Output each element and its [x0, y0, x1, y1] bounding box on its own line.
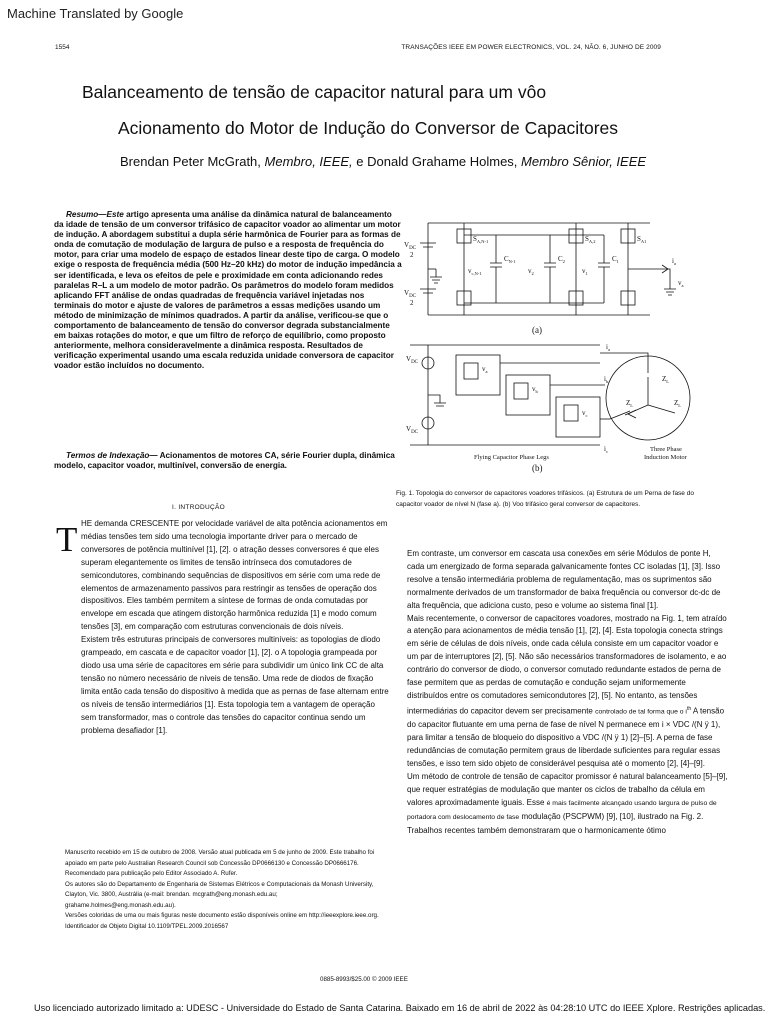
- machine-translation-banner: Machine Translated by Google: [7, 6, 184, 21]
- author-1-role: Membro, IEEE,: [264, 154, 353, 169]
- right-paragraph-3-cont: modulação (PSCPWM) [9], [10], ilustrado na Fig. 2. Trabalhos recentes também demonstraram que o harmonicamente ótimo: [407, 811, 704, 835]
- footnote-color: Versões coloridas de uma ou mais figuras neste documento estão disponíveis online em http://ieeexplore.ieee.org.: [65, 912, 379, 919]
- figure-caption: Fig. 1. Topologia do conversor de capacitores voadores trifásicos. (a) Estrutura de um Perna de fase do capacitor voador de nível N (fase a). (b) Voo trifásico geral conversor de capacitores.: [396, 490, 694, 508]
- vdc-label-top: $V_{DC}$: [404, 241, 417, 251]
- figure-1: [400, 205, 712, 480]
- th-superscript: th: [686, 705, 692, 712]
- fc-legs-label: Flying Capacitor Phase Legs: [474, 454, 549, 461]
- right-paragraph-3-small: é mais facilmente alcançado usando largura de pulso de portadora com deslocamento de fase: [407, 799, 717, 821]
- page-number: 1554: [55, 44, 70, 51]
- right-paragraph-2-small: controlado de tal forma que o i: [595, 708, 687, 716]
- intro-paragraph-1: HE demanda CRESCENTE por velocidade variável de alta potência acionamentos em médias tensões tem sido uma tecnologia importante driver para o mercado de conversores de potência multinível [1], [2]. o atração desses conversores é que eles superam elegantemente os limites de tensão intrínseca dos comutadores de semicondutores, combinando sequências de dispositivos em série com uma rede de elementos de armazenamento passivos para restringir as tensões de operação dos dispositivos. Eles também permitem a síntese de formas de onda comutadas por envelope em escada que atingem distorção harmônica reduzida [1] e modo comum tensões [3], em comparação com estruturas convencionais de dois níveis.: [81, 519, 388, 632]
- zl-label-1: $Z_L$: [662, 375, 670, 384]
- vcap-label-n1: $v_{c,N-1}$: [468, 267, 482, 276]
- vb-label-b: $v_b$: [532, 385, 538, 394]
- copyright-line: 0885-8993/$25.00 © 2009 IEEE: [320, 976, 408, 983]
- motor-label-1: Three Phase: [650, 446, 682, 453]
- vdc-label-b2: $V_{DC}$: [406, 425, 419, 435]
- subfigure-b-label: (b): [532, 463, 543, 473]
- right-paragraph-2-cont: A tensão do capacitor flutuante em uma perna de fase de nível N permanece em i × VDC /(N ÿ 1), para limitar a tensão de bloqueio do dispositivo a VDC /(N ÿ 1) [2]–[5]. A perna de fase redundâncias de comutação permitem graus de liberdade suficientes para regular essas tensões, e isso tem sido objeto de considerável pesquisa até o momento [2], [4]–[9].: [407, 706, 725, 769]
- right-column-text: [396, 548, 728, 838]
- right-paragraph-3: [396, 771, 728, 838]
- half-label-bottom: 2: [410, 299, 414, 307]
- zl-label-3: $Z_L$: [674, 399, 682, 408]
- cap-label-2: $C_2$: [558, 255, 565, 264]
- index-terms: [54, 451, 402, 472]
- footnote-manuscript: Manuscrito recebido em 15 de outubro de 2008. Versão atual publicada em 5 de junho de 2009. Este trabalho foi apoiado em parte pelo Australian Research Council sob Concessão DP0666130 e Concessão DP0666176. Recomendado para publicação pelo Editor Associado A. Rufer.: [65, 849, 375, 877]
- vdc-label-b1: $V_{DC}$: [406, 355, 419, 365]
- intro-paragraph-2: Existem três estruturas principais de conversores multiníveis: as topologias de diodo grampeado, em cascata e de capacitor voador [1], [2]. o A topologia grampeada por diodo usa uma série de capacitores em série para subdividir um único link CC de alta tensão no número necessário de níveis de tensão. Uma rede de diodos de fixação limita então cada tensão do dispositivo à medida que as pernas de fase alternam entre os níveis de tensão intermediários [1]. Esta topologia tem a vantagem de operação sem transformador, mas o controle das tensões do capacitor continua sendo um problema desafiador [1].: [81, 635, 389, 735]
- index-terms-label: Termos de Indexação—: [66, 451, 158, 460]
- switch-label-1: $S_{A,N-1}$: [473, 235, 489, 244]
- switch-label-3: $S_{A1}$: [637, 235, 647, 244]
- author-1: Brendan Peter McGrath,: [120, 154, 261, 169]
- intro-text: [54, 518, 390, 737]
- abstract: [54, 210, 402, 372]
- license-footer: Uso licenciado autorizado limitado a: UDESC - Universidade do Estado de Santa Catarina. Baixado em 16 de abril de 2022 às 04:28:10 UTC do IEEE Xplore. Restrições aplicadas.: [34, 1003, 766, 1013]
- switch-column-2: [569, 223, 583, 315]
- author-line: [120, 154, 646, 169]
- circuit-diagram: [400, 205, 712, 480]
- paper-title-line2: Acionamento do Motor de Indução do Conversor de Capacitores: [118, 118, 619, 138]
- switch-label-2: $S_{A,2}$: [585, 235, 596, 244]
- va-label: $v_a$: [678, 279, 684, 288]
- author-2-role: Membro Sênior, IEEE: [521, 154, 647, 169]
- vcap-label-1: $v_1$: [582, 267, 588, 276]
- half-label-top: 2: [410, 251, 414, 259]
- vcap-label-2: $v_2$: [528, 267, 534, 276]
- drop-cap: T: [56, 520, 78, 559]
- right-paragraph-2-text: Mais recentemente, o conversor de capacitores voadores, mostrado na Fig. 1, tem atraído a atenção para acionamentos de média tensão [1], [2], [4]. Esta topologia conecta strings em série de células de dois níveis, onde cada célula consiste em um capacitor voador e um par de interruptores [2], [5]. Não são necessários transformadores de isolamento, e ao contrário do conversor de diodo, o conversor comutado redundante estados de perna de fase permitem que as perdas de comutação e condução sejam uniformemente distribuídos entre os comutadores semicondutores [2], [5]. No entanto, as tensões intermediárias do capacitor devem ser precisamente: [407, 613, 727, 716]
- footnote-doi: Identificador de Objeto Digital 10.1109/TPEL.2009.2016567: [65, 922, 229, 930]
- va-label-b: $v_a$: [482, 365, 488, 374]
- section-heading: I. INTRODUÇÃO: [172, 504, 226, 511]
- ia-label-b: $i_a$: [606, 343, 610, 352]
- ic-label-b: $i_c$: [604, 445, 608, 454]
- right-paragraph-3-text: Um método de controle de tensão de capacitor promissor é natural balanceamento [5]–[9], que requer estratégias de modulação que manter os ciclos de trabalho da célula em valores aproximadamente iguais. Esse: [407, 772, 728, 807]
- index-terms-text: Acionamentos de motores CA, série Fourier dupla, dinâmica modelo, capacitor voador, multinível, conversão de energia.: [54, 451, 395, 471]
- author-join: e Donald Grahame Holmes,: [352, 154, 518, 169]
- subfigure-a-label: (a): [532, 325, 542, 335]
- motor-label-2: Induction Motor: [644, 454, 687, 461]
- paper-title-line1: Balanceamento de tensão de capacitor natural para um vôo: [82, 82, 547, 102]
- vc-label-b: $v_c$: [582, 409, 588, 418]
- cap-label-1: $C_1$: [612, 255, 619, 264]
- vdc-label-bottom: $V_{DC}$: [404, 289, 417, 299]
- footnote-authors: Os autores são do Departamento de Engenharia de Sistemas Elétricos e Computacionais da Monash University, Clayton, Vic. 3800, Austrália (e-mail: brendan. mcgrath@eng.monash.edu.au; grahame.holmes@eng.monash.edu.au).: [65, 880, 374, 909]
- journal-header: TRANSAÇÕES IEEE EM POWER ELECTRONICS, VOL. 24, NÃO. 6, JUNHO DE 2009: [401, 44, 661, 51]
- zl-label-2: $Z_L$: [626, 399, 634, 408]
- footnote: [54, 848, 384, 932]
- ib-label-b: $i_b$: [604, 375, 609, 384]
- right-paragraph-1: Em contraste, um conversor em cascata usa conexões em série Módulos de ponte H, cada um energizado de forma separada galvanicamente fontes CC isoladas [1], [3]. Isso resolve a tensão intermediária problema de regulamentação, mas os suprimentos são normalmente derivados de um transformador de baixa frequência ou conversor dc-dc de alta frequência, que adiciona custo, peso e volume ao sistema final [1].: [407, 549, 721, 610]
- ia-label: $i_a$: [672, 257, 676, 266]
- abstract-text: artigo apresenta uma análise da dinâmica natural de balanceamento da idade de tensão de um conversor trifásico de capacitor voador ao alimentar um motor de indução. A abordagem substitui a dupla série harmônica de Fourier para as formas de onda de comutação de modulação de largura de pulso e a resposta de frequência do motor, para criar uma modelo de espaço de estados linear deste tipo de carga. O modelo exige o resposta de frequência média (500 Hz–20 kHz) do motor de indução impedância a ser identificada, e leva os efeitos de pele e proximidade em conta adicionando redes paralelas R–L a um modelo de motor padrão. Os parâmetros do modelo foram medidos aplicando FFT análise de ondas quadradas de frequência variável injetadas nos terminais do motor e ajuste de valores de parâmetros a essas medições usando um método de minimização de mínimos quadrados. A partir da análise, verificou-se que o comportamento de balanceamento de tensão do conversor degrada substancialmente em baixas rotações do motor, e que um filtro de reforço de equilíbrio, como proposto anteriormente, melhora consideravelmente a dinâmica resposta. Resultados de verificação experimental usando uma escala reduzida unidade conversora de capacitor voador estão incluídos no documento.: [54, 210, 402, 371]
- abstract-label: Resumo—Este: [66, 210, 124, 219]
- cap-label-n1: $C_{N-1}$: [504, 255, 516, 264]
- right-paragraph-2: [396, 613, 728, 772]
